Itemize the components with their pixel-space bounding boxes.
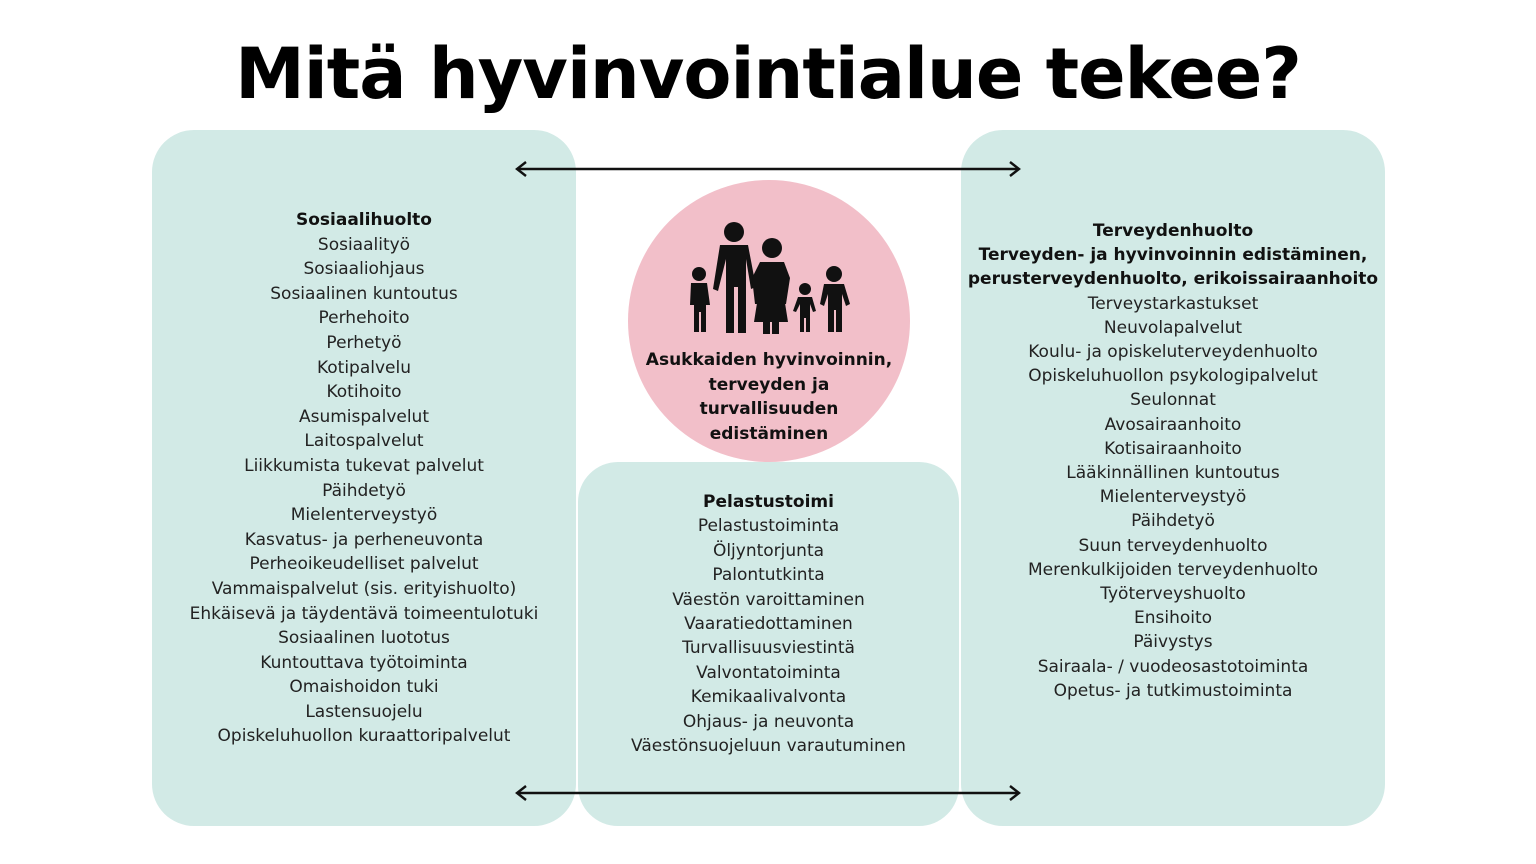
list-item: Ohjaus- ja neuvonta xyxy=(682,711,855,732)
list-item: Palontutkinta xyxy=(712,565,825,586)
list-item: Päihdetyö xyxy=(322,480,406,501)
list-item: Vaaratiedottaminen xyxy=(684,614,853,635)
list-item: Opetus- ja tutkimustoiminta xyxy=(1053,680,1293,701)
list-item: Opiskeluhuollon psykologipalvelut xyxy=(1028,366,1318,387)
family-silhouette-icon xyxy=(684,218,854,336)
health-care-heading: Terveydenhuolto xyxy=(1092,221,1254,241)
list-item: Päihdetyö xyxy=(1131,511,1215,532)
list-item: Kasvatus- ja perheneuvonta xyxy=(244,529,484,550)
social-care-list xyxy=(152,208,576,749)
list-item: Päivystys xyxy=(1133,632,1213,653)
list-item: Sosiaalinen luototus xyxy=(278,628,450,649)
list-item: Perhehoito xyxy=(318,308,410,329)
list-item: Neuvolapalvelut xyxy=(1103,317,1243,338)
rescue-services-heading: Pelastustoimi xyxy=(703,492,834,512)
list-item: Lääkinnällinen kuntoutus xyxy=(1066,463,1280,484)
list-item: Valvontatoiminta xyxy=(696,662,841,683)
list-item: Perheoikeudelliset palvelut xyxy=(249,554,479,575)
list-item: Kuntouttava työtoiminta xyxy=(260,652,468,673)
page-title: Mitä hyvinvointialue tekee? xyxy=(235,33,1301,115)
list-item: Perhetyö xyxy=(326,332,402,353)
center-statement xyxy=(628,348,910,446)
list-item: Terveystarkastukset xyxy=(1087,293,1259,314)
list-item: Avosairaanhoito xyxy=(1104,414,1242,435)
list-item: Liikkumista tukevat palvelut xyxy=(244,455,484,476)
center-line: edistäminen xyxy=(709,423,829,444)
health-care-subheading: perusterveydenhuolto, erikoissairaanhoito xyxy=(967,269,1379,290)
list-item: Työterveyshuolto xyxy=(1100,584,1246,605)
list-item: Väestön varoittaminen xyxy=(672,589,865,610)
center-line: turvallisuuden xyxy=(699,399,839,419)
list-item: Pelastustoiminta xyxy=(697,516,840,537)
list-item: Sosiaaliohjaus xyxy=(303,259,425,280)
list-item: Suun terveydenhuolto xyxy=(1078,535,1268,556)
list-item: Seulonnat xyxy=(1130,390,1216,411)
bottom-double-arrow-icon xyxy=(512,784,1024,802)
list-item: Sosiaalityö xyxy=(317,234,411,255)
list-item: Asumispalvelut xyxy=(298,406,429,427)
list-item: Kotihoito xyxy=(326,382,402,403)
social-care-heading: Sosiaalihuolto xyxy=(296,210,432,230)
list-item: Turvallisuusviestintä xyxy=(682,638,855,659)
list-item: Väestönsuojeluun varautuminen xyxy=(631,736,906,757)
list-item: Ensihoito xyxy=(1133,608,1213,629)
list-item: Sairaala- / vuodeosastotoiminta xyxy=(1037,656,1309,677)
list-item: Sosiaalinen kuntoutus xyxy=(270,283,458,304)
list-item: Omaishoidon tuki xyxy=(289,677,439,698)
list-item: Ehkäisevä ja täydentävä toimeentulotuki xyxy=(189,603,539,624)
rescue-services-list xyxy=(578,490,959,758)
list-item: Laitospalvelut xyxy=(304,431,424,452)
health-care-subheading: Terveyden- ja hyvinvoinnin edistäminen, xyxy=(978,245,1368,266)
list-item: Mielenterveystyö xyxy=(290,505,438,526)
list-item: Kotisairaanhoito xyxy=(1104,438,1242,459)
list-item: Kotipalvelu xyxy=(316,357,412,378)
top-double-arrow-icon xyxy=(512,160,1024,178)
health-care-list xyxy=(961,219,1385,703)
list-item: Öljyntorjunta xyxy=(712,540,825,561)
center-line: Asukkaiden hyvinvoinnin, xyxy=(645,350,893,370)
list-item: Lastensuojelu xyxy=(305,701,423,722)
list-item: Merenkulkijoiden terveydenhuolto xyxy=(1027,559,1319,580)
list-item: Mielenterveystyö xyxy=(1099,487,1247,508)
list-item: Koulu- ja opiskeluterveydenhuolto xyxy=(1028,342,1318,363)
list-item: Opiskeluhuollon kuraattoripalvelut xyxy=(217,726,511,747)
center-line: terveyden ja xyxy=(708,374,830,395)
list-item: Vammaispalvelut (sis. erityishuolto) xyxy=(211,578,517,599)
list-item: Kemikaalivalvonta xyxy=(690,687,847,708)
